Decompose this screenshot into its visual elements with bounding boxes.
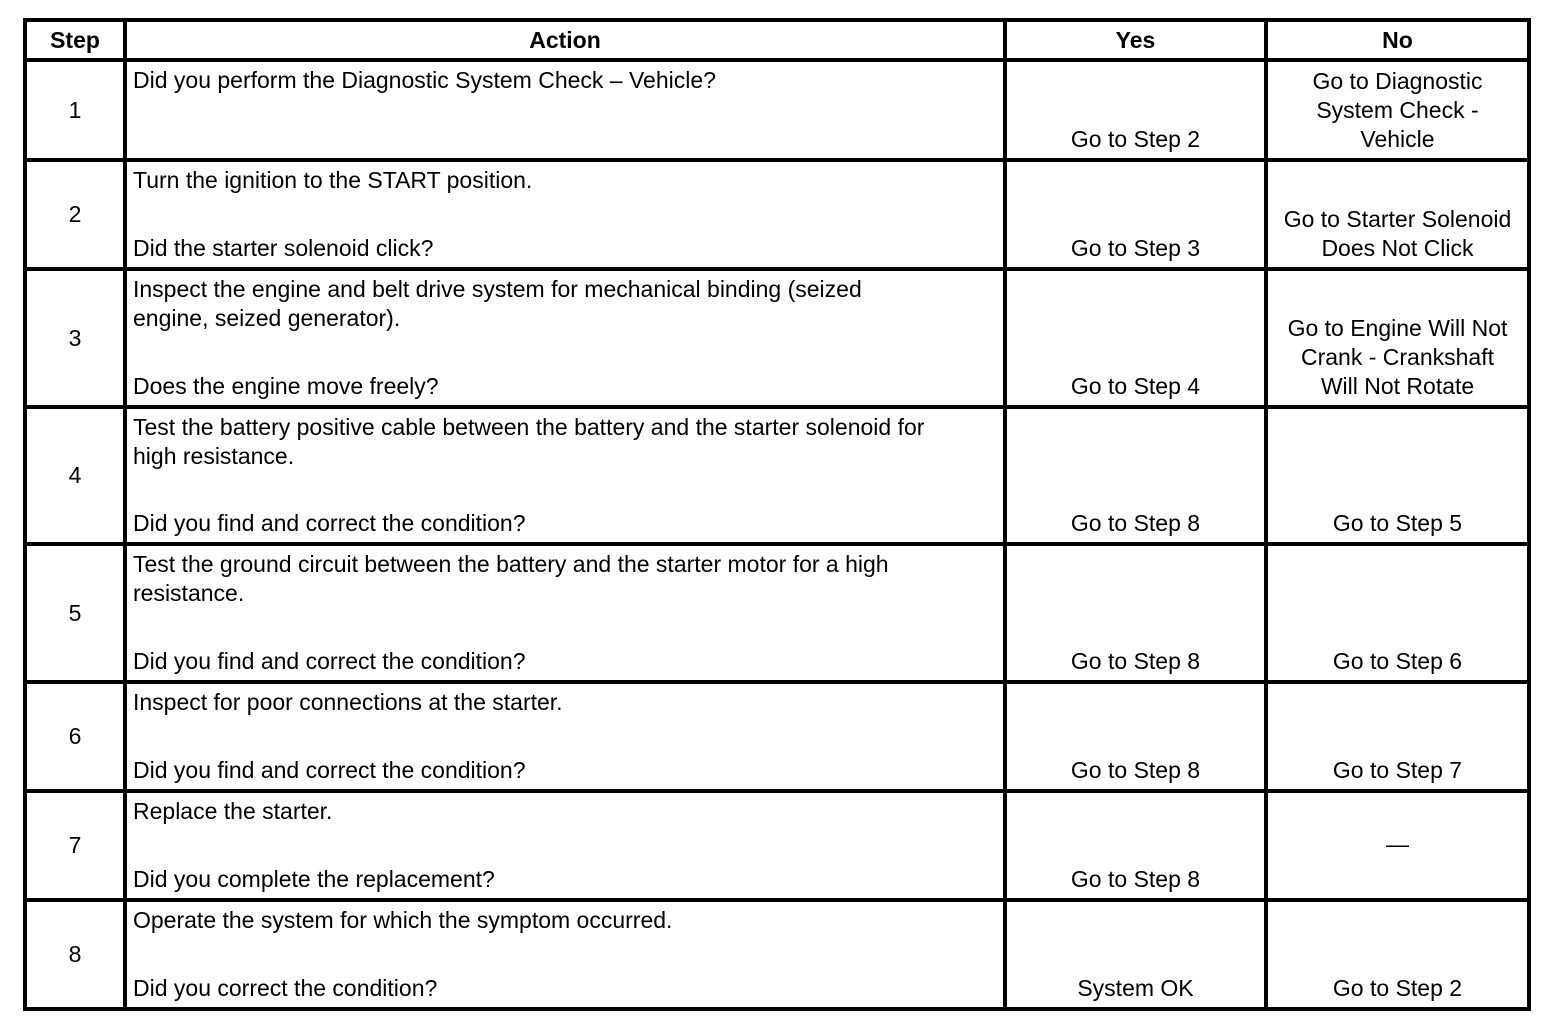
action-content — [133, 275, 997, 401]
no-result-line: Will Not Rotate — [1320, 373, 1475, 400]
action-instruction-line: engine, seized generator). — [133, 305, 401, 332]
action-instruction — [133, 66, 997, 95]
action-instruction — [133, 275, 997, 333]
header-yes: Yes — [1005, 20, 1266, 60]
action-question: Did you find and correct the condition? — [133, 510, 526, 537]
yes-result — [1005, 544, 1266, 681]
step-number: 3 — [25, 269, 125, 407]
no-result-line: Go to Engine Will Not — [1287, 315, 1508, 342]
table-row — [25, 160, 1529, 269]
table-row — [25, 269, 1529, 407]
step-number: 5 — [25, 544, 125, 681]
action-instruction — [133, 166, 997, 195]
yes-result — [1005, 269, 1266, 407]
no-result-line: Go to Step 5 — [1332, 510, 1463, 537]
table-body — [25, 60, 1529, 1009]
action-instruction-line: Turn the ignition to the START position. — [133, 167, 533, 194]
yes-result-line: Go to Step 3 — [1070, 235, 1201, 262]
no-result — [1266, 269, 1529, 407]
action-cell — [125, 269, 1005, 407]
action-instruction-line: Replace the starter. — [133, 797, 333, 824]
no-result-line: Go to Step 7 — [1332, 756, 1463, 783]
step-number: 1 — [25, 60, 125, 160]
table-row — [25, 544, 1529, 681]
header-action: Action — [125, 20, 1005, 60]
action-instruction-line: Operate the system for which the symptom occurred. — [133, 906, 673, 933]
action-instruction-line: Inspect for poor connections at the starter. — [133, 688, 563, 715]
action-content — [133, 688, 997, 785]
no-result — [1266, 900, 1529, 1009]
step-number: 4 — [25, 407, 125, 544]
step-number: 2 — [25, 160, 125, 269]
action-content — [133, 550, 997, 675]
yes-result-line: Go to Step 8 — [1070, 510, 1201, 537]
step-number: 7 — [25, 791, 125, 900]
step-number: 8 — [25, 900, 125, 1009]
action-content — [133, 413, 997, 538]
header-row — [25, 20, 1529, 60]
action-instruction-line: Inspect the engine and belt drive system for mechanical binding (seized — [133, 276, 862, 303]
no-result — [1266, 160, 1529, 269]
action-instruction-line: Test the ground circuit between the battery and the starter motor for a high — [133, 551, 889, 578]
action-question: Did you find and correct the condition? — [133, 647, 526, 674]
no-result-line: — — [1386, 830, 1409, 857]
yes-result — [1005, 900, 1266, 1009]
yes-result — [1005, 791, 1266, 900]
no-result-line: Go to Step 6 — [1332, 647, 1463, 674]
action-cell — [125, 160, 1005, 269]
diagnostic-table — [23, 18, 1531, 1011]
action-instruction — [133, 688, 997, 717]
action-content — [133, 166, 997, 263]
table-row — [25, 791, 1529, 900]
table-row — [25, 900, 1529, 1009]
yes-result — [1005, 160, 1266, 269]
action-content — [133, 797, 997, 894]
table-row — [25, 682, 1529, 791]
action-cell — [125, 791, 1005, 900]
action-instruction — [133, 797, 997, 826]
yes-result-line: Go to Step 2 — [1070, 126, 1201, 153]
no-result — [1266, 60, 1529, 160]
action-cell — [125, 60, 1005, 160]
yes-result-line: Go to Step 8 — [1070, 756, 1201, 783]
no-result-line: Does Not Click — [1321, 235, 1474, 262]
action-cell — [125, 682, 1005, 791]
no-result-line: Crank - Crankshaft — [1300, 344, 1494, 371]
no-result-line: Go to Diagnostic — [1312, 68, 1483, 95]
no-result-line: Go to Step 2 — [1332, 975, 1463, 1001]
action-question: Did you complete the replacement? — [133, 865, 495, 892]
yes-result — [1005, 60, 1266, 160]
action-question: Did the starter solenoid click? — [133, 235, 434, 262]
yes-result-line: Go to Step 8 — [1070, 647, 1201, 674]
action-instruction — [133, 906, 997, 935]
action-question: Did you correct the condition? — [133, 975, 438, 1001]
action-content — [133, 66, 997, 154]
action-content — [133, 906, 997, 1003]
yes-result-line: Go to Step 4 — [1070, 373, 1201, 400]
header-step: Step — [25, 20, 125, 60]
yes-result — [1005, 407, 1266, 544]
action-instruction-line: high resistance. — [133, 443, 295, 470]
action-instruction-line: Did you perform the Diagnostic System Check – Vehicle? — [133, 67, 716, 93]
yes-result — [1005, 682, 1266, 791]
action-cell — [125, 407, 1005, 544]
action-question: Does the engine move freely? — [133, 373, 439, 400]
action-instruction — [133, 413, 997, 471]
header-no: No — [1266, 20, 1529, 60]
action-question: Did you find and correct the condition? — [133, 756, 526, 783]
step-number: 6 — [25, 682, 125, 791]
no-result-line: Vehicle — [1360, 126, 1435, 153]
action-cell — [125, 900, 1005, 1009]
no-result-line: Go to Starter Solenoid — [1283, 206, 1512, 233]
table-row — [25, 407, 1529, 544]
no-result — [1266, 544, 1529, 681]
action-instruction-line: resistance. — [133, 580, 245, 607]
action-instruction — [133, 550, 997, 608]
yes-result-line: System OK — [1077, 975, 1194, 1001]
no-result-line: System Check - — [1316, 97, 1479, 124]
action-instruction-line: Test the battery positive cable between the battery and the starter solenoid for — [133, 414, 925, 441]
no-result — [1266, 682, 1529, 791]
action-cell — [125, 544, 1005, 681]
no-result — [1266, 791, 1529, 900]
table-row — [25, 60, 1529, 160]
no-result — [1266, 407, 1529, 544]
yes-result-line: Go to Step 8 — [1070, 865, 1201, 892]
